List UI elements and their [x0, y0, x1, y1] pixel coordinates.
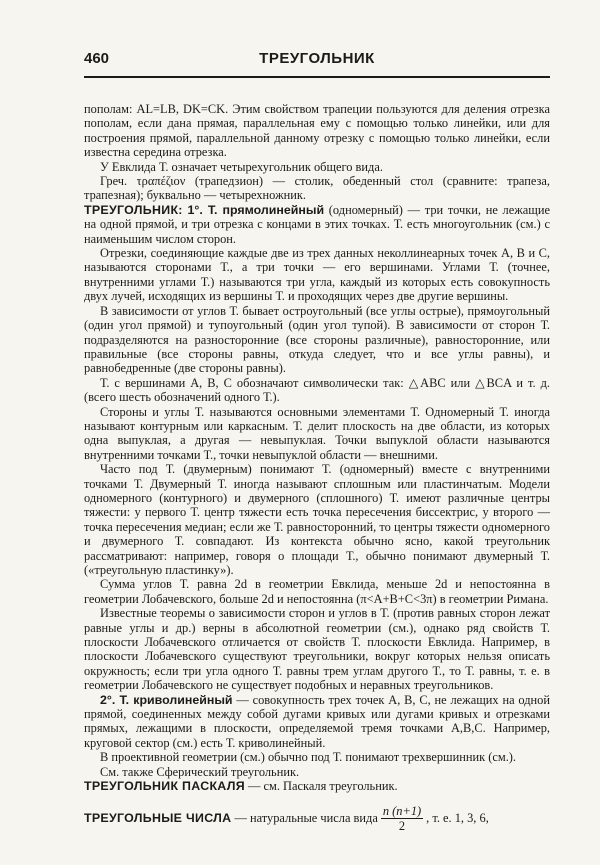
entry-triangular-numbers	[84, 804, 550, 834]
entry-text-tail: , т. е. 1, 3, 6,	[426, 810, 489, 825]
page-header	[84, 50, 550, 70]
paragraph: Известные теоремы о зависимости сторон и углов в Т. (против равных сторон лежат равные углы и др.) верны в абсолютной геометрии (см.), однако ряд свойств Т. плоскости Лобачевского отличается от свойств Т. плоскости Евклида. Например, в плоскости Лобачевского существуют треугольники, вокруг которых нельзя описать окружность; если три угла одного Т. равны трем углам другого Т., то Т. равны, т. е. в геометрии Лобачевского не существует подобных и неравных треугольников.	[84, 606, 550, 693]
subheading: 1°. Т. прямолинейный	[187, 202, 325, 217]
paragraph: Т. с вершинами A, B, C обозначают символически так: △ABC или △BCA и т. д. (всего шесть обозначений одного Т.).	[84, 375, 550, 405]
page-body	[84, 102, 550, 833]
paragraph: пополам: AL=LB, DK=CK. Этим свойством трапеции пользуются для деления отрезка пополам, если дана прямая, параллельная ему с помощью только линейки, или для построения прямой, параллельной данному отрезку с помощью только линейки, если известна середина отрезка.	[84, 102, 550, 160]
paragraph: Стороны и углы Т. называются основными элементами Т. Одномерный Т. иногда называют контурным или каркасным. Т. делит плоскость на две области, из которых одна выпуклая, а другая — невыпуклая. Точки выпуклой области называются внутренними точками Т., точки невыпуклой области — внешними.	[84, 404, 550, 462]
entry-text: — см. Паскаля треугольник.	[244, 779, 398, 794]
paragraph: В зависимости от углов Т. бывает остроугольный (все углы острые), прямоугольный (один угол прямой) и тупоугольный (один угол тупой). В зависимости от сторон Т. подразделяются на разносторонние (все стороны различные), равносторонние, или правильные (все стороны равны, откуда следует, что и все углы равны), и равнобедренные (две стороны равны).	[84, 303, 550, 376]
running-head: ТРЕУГОЛЬНИК	[259, 50, 375, 67]
subheading: 2°. Т. криволинейный	[100, 692, 233, 707]
paragraph: Сумма углов Т. равна 2d в геометрии Евклида, меньше 2d и непостоянна в геометрии Лобачевского, больше 2d и непостоянна (π<A+B+C<3π) в геометрии Римана.	[84, 577, 550, 606]
page-number: 460	[84, 50, 110, 67]
fraction-denominator: 2	[398, 818, 406, 833]
entry-text: — совокупность трех точек A, B, C, не лежащих на одной прямой, соединенных между собой дугами кривых или дугами кривых и отрезками прямых, лежащими в плоскости, определяемой тремя точками A,B,C. Например, круговой сектор (см.) есть Т. криволинейный.	[84, 692, 550, 750]
formula-fraction	[381, 804, 423, 834]
headword: ТРЕУГОЛЬНИК ПАСКАЛЯ	[84, 779, 245, 794]
headword: ТРЕУГОЛЬНИК:	[84, 202, 183, 217]
headword: ТРЕУГОЛЬНЫЕ ЧИСЛА	[84, 810, 232, 825]
entry-text: (одномерный) — три точки, не лежащие на одной прямой, и три отрезка с концами в этих точках. Т. есть многоугольник (см.) с наименьшим числом сторон.	[84, 202, 550, 246]
paragraph: В проективной геометрии (см.) обычно под Т. понимают трехвершинник (см.).	[100, 750, 517, 765]
paragraph: У Евклида Т. означает четырехугольник общего вида.	[100, 159, 383, 174]
header-rule	[84, 76, 550, 78]
paragraph: Греч. τραπέζιον (трапедзион) — столик, обеденный стол (сравните: трапеза, трапезная); буквально — четырехножник.	[84, 174, 550, 203]
entry-pascal-triangle	[84, 779, 550, 793]
paragraph: Часто под Т. (двумерным) понимают Т. (одномерный) вместе с внутренними точками Т. Двумерный Т. иногда называют сплошным или пластинчатым. Модели одномерного (контурного) и двумерного (сплошного) Т. имеют различные центры тяжести: у первого Т. центр тяжести есть точка пересечения биссектрис, у второго — точка пересечения медиан; если же Т. равносторонний, то центры тяжести одномерного и двумерного Т. совпадают. Из контекста обычно ясно, какой треугольник рассматривают: например, говоря о площади Т., обычно понимают двумерный Т. («треугольную пластинку»).	[84, 462, 550, 577]
paragraph: Отрезки, соединяющие каждые две из трех данных неколлинеарных точек A, B и C, называются сторонами Т., а три точки — его вершинами. Углами Т. (точнее, внутренними углами Т.) называются три угла, каждый из которых есть совокупность двух лучей, исходящих из вершины Т. и проходящих через две другие вершины.	[84, 246, 550, 304]
paragraph: См. также Сферический треугольник.	[100, 764, 300, 779]
paragraph	[84, 693, 550, 751]
page	[84, 50, 550, 833]
entry-text: — натуральные числа вида	[231, 810, 378, 825]
fraction-numerator: n (n+1)	[382, 803, 422, 818]
entry-triangle	[84, 203, 550, 246]
